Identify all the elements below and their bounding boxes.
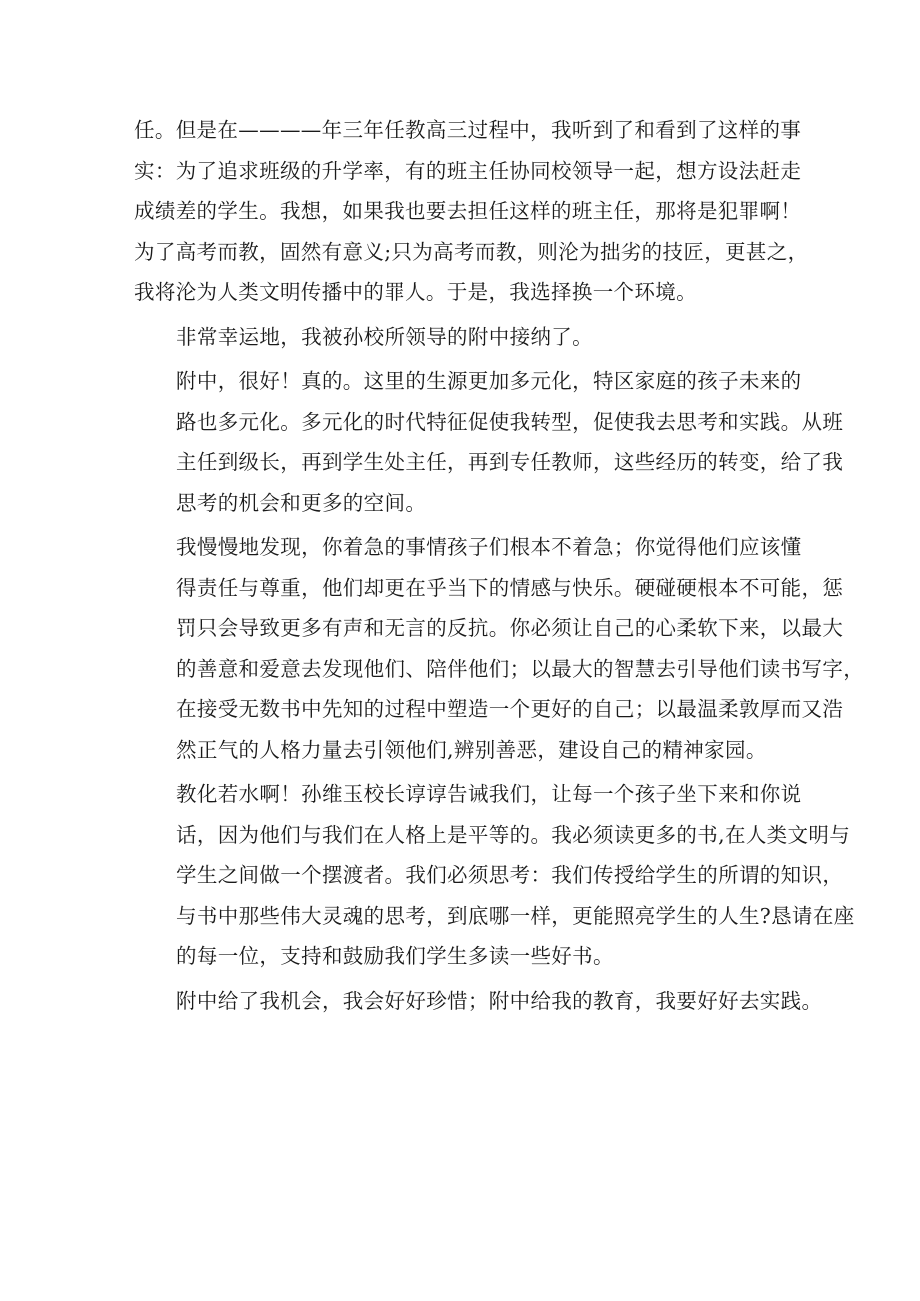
text-line: 附中给了我机会，我会好好珍惜；附中给我的教育，我要好好去实践。 bbox=[176, 988, 823, 1013]
text-line: 得责任与尊重，他们却更在乎当下的情感与快乐。硬碰硬根本不可能，惩 bbox=[176, 575, 844, 600]
text-line: 在接受无数书中先知的过程中塑造一个更好的自己；以最温柔敦厚而又浩 bbox=[176, 697, 844, 721]
paragraph-6 bbox=[134, 981, 823, 1022]
text-line: 话，因为他们与我们在人格上是平等的。我必须读更多的书,在人类文明与 bbox=[176, 822, 851, 847]
text-line: 任。但是在————年三年任教高三过程中，我听到了和看到了这样的事 bbox=[134, 118, 802, 142]
text-line: 的善意和爱意去发现他们、陪伴他们；以最大的智慧去引导他们读书写字， bbox=[176, 656, 865, 681]
text-line: 思考的机会和更多的空间。 bbox=[176, 490, 427, 515]
text-line: 学生之间做一个摆渡者。我们必须思考：我们传授给学生的所谓的知识， bbox=[176, 863, 844, 887]
document-body bbox=[134, 110, 865, 1025]
text-line: 附中，很好！真的。这里的生源更加多元化，特区家庭的孩子未来的 bbox=[176, 369, 802, 393]
paragraph-4 bbox=[134, 527, 865, 770]
text-line: 非常幸运地，我被孙校所领导的附中接纳了。 bbox=[176, 324, 593, 349]
text-line: 与书中那些伟大灵魂的思考，到底哪一样，更能照亮学生的人生?恳请在座 bbox=[176, 903, 855, 928]
text-line: 教化若水啊！孙维玉校长谆谆告诫我们，让每一个孩子坐下来和你说 bbox=[176, 782, 802, 806]
paragraph-1 bbox=[134, 110, 814, 313]
text-line: 然正气的人格力量去引领他们,辨别善恶，建设自己的精神家园。 bbox=[176, 737, 767, 762]
text-line: 主任到级长，再到学生处主任，再到专任教师，这些经历的转变，给了我 bbox=[176, 450, 844, 474]
text-line: 罚只会导致更多有声和无言的反抗。你必须让自己的心柔软下来，以最大 bbox=[176, 616, 844, 640]
text-line: 路也多元化。多元化的时代特征促使我转型，促使我去思考和实践。从班 bbox=[176, 409, 844, 434]
text-line: 我将沦为人类文明传播中的罪人。于是，我选择换一个环境。 bbox=[134, 280, 697, 304]
paragraph-3 bbox=[134, 361, 844, 523]
text-line: 为了高考而教，固然有意义;只为高考而教，则沦为拙劣的技匠，更甚之， bbox=[134, 239, 809, 264]
paragraph-5 bbox=[134, 774, 855, 977]
text-line: 我慢慢地发现，你着急的事情孩子们根本不着急；你觉得他们应该懂 bbox=[176, 535, 802, 559]
text-line: 成绩差的学生。我想，如果我也要去担任这样的班主任，那将是犯罪啊！ bbox=[134, 199, 802, 223]
text-line: 的每一位，支持和鼓励我们学生多读一些好书。 bbox=[176, 944, 614, 968]
paragraph-2 bbox=[134, 317, 814, 358]
text-line: 实：为了追求班级的升学率，有的班主任协同校领导一起，想方设法赶走 bbox=[134, 158, 802, 183]
